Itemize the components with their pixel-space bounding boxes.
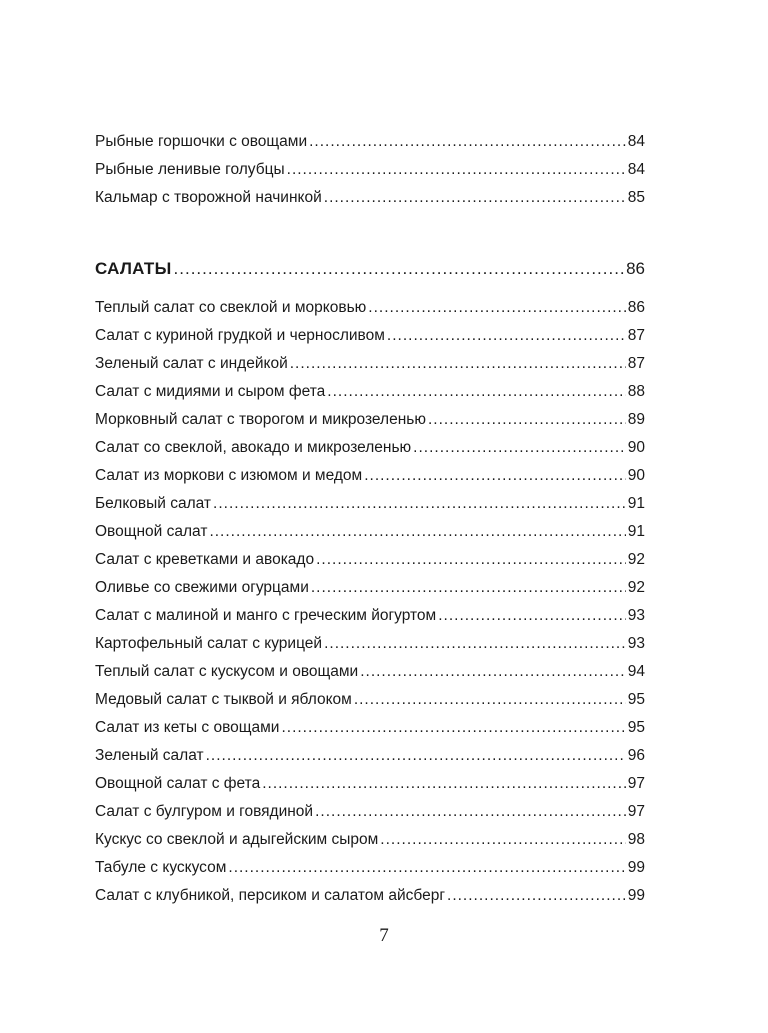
toc-dot-leader [380, 826, 625, 854]
toc-dot-leader [262, 770, 626, 798]
toc-entry-page: 98 [627, 831, 645, 848]
toc-entry-title: Салат со свеклой, авокадо и микрозеленью [95, 439, 412, 456]
toc-dot-leader [364, 462, 626, 490]
toc-entry [95, 798, 645, 826]
toc-entry-page: 95 [627, 719, 645, 736]
toc-entry-title: Салат с мидиями и сыром фета [95, 383, 326, 400]
toc-entry-title: Салат с булгуром и говядиной [95, 803, 314, 820]
toc-dot-leader [428, 406, 626, 434]
toc-entry [95, 574, 645, 602]
toc-dot-leader [287, 156, 626, 184]
toc-dot-leader [309, 128, 626, 156]
toc-entry-title: Рыбные ленивые голубцы [95, 161, 285, 178]
toc-entry-page: 86 [627, 299, 645, 316]
toc-dot-leader [360, 658, 626, 686]
toc-entry [95, 434, 645, 462]
toc-entry-title: Кальмар с творожной начинкой [95, 189, 322, 206]
toc-entry-page: 88 [627, 383, 645, 400]
toc-entry [95, 406, 645, 434]
toc-entry-title: Салат из кеты с овощами [95, 719, 280, 736]
toc-entry [95, 322, 645, 350]
toc-entry [95, 658, 645, 686]
toc-entry-page: 99 [627, 859, 645, 876]
toc-entry-page: 95 [627, 691, 645, 708]
toc-dot-leader [316, 546, 626, 574]
toc-entry-title: Картофельный салат с курицей [95, 635, 323, 652]
toc-entry [95, 350, 645, 378]
toc-salads-list [95, 294, 645, 910]
toc-entry [95, 686, 645, 714]
toc-entry-title: Морковный салат с творогом и микрозеленью [95, 411, 426, 428]
toc-entry-page: 89 [627, 411, 645, 428]
toc-entry-page: 92 [627, 579, 645, 596]
toc-dot-leader [324, 630, 626, 658]
toc-entry [95, 128, 645, 156]
toc-dot-leader [174, 254, 625, 284]
toc-entry-page: 93 [627, 635, 645, 652]
toc-entry-page: 94 [627, 663, 645, 680]
toc-entry-page: 97 [627, 803, 645, 820]
toc-entry [95, 546, 645, 574]
toc-dot-leader [368, 294, 625, 322]
toc-entry-title: Салат с креветками и авокадо [95, 551, 315, 568]
toc-entry-title: Овощной салат с фета [95, 775, 261, 792]
toc-dot-leader [447, 882, 626, 910]
page-number: 7 [379, 925, 389, 946]
toc-entry-page: 99 [627, 887, 645, 904]
toc-entry-page: 96 [627, 747, 645, 764]
toc-entry-page: 91 [627, 495, 645, 512]
toc-entry-title: Салат с куриной грудкой и черносливом [95, 327, 385, 344]
toc-entry-page: 97 [627, 775, 645, 792]
toc-entry [95, 294, 645, 322]
toc-dot-leader [290, 350, 626, 378]
toc-section-heading-row [95, 254, 645, 284]
toc-entry-title: Салат с малиной и манго с греческим йогуртом [95, 607, 437, 624]
toc-entry-page: 84 [627, 161, 645, 178]
toc-entry-title: Рыбные горшочки с овощами [95, 133, 308, 150]
toc-entry [95, 184, 645, 212]
toc-entry-title: Салат из моркови с изюмом и медом [95, 467, 363, 484]
toc-dot-leader [324, 184, 626, 212]
toc-entry-title: Зеленый салат [95, 747, 204, 764]
toc-dot-leader [387, 322, 626, 350]
toc-entry [95, 462, 645, 490]
toc-entry [95, 714, 645, 742]
toc-entry [95, 602, 645, 630]
toc-entry-page: 87 [627, 327, 645, 344]
toc-entry [95, 156, 645, 184]
toc-entry [95, 854, 645, 882]
toc-entry [95, 630, 645, 658]
toc-dot-leader [206, 742, 626, 770]
toc-dot-leader [413, 434, 626, 462]
toc-entry-title: Белковый салат [95, 495, 212, 512]
toc-entry-page: 93 [627, 607, 645, 624]
toc-dot-leader [327, 378, 625, 406]
toc-entry-page: 92 [627, 551, 645, 568]
toc-dot-leader [311, 574, 626, 602]
toc-entry-title: Оливье со свежими огурцами [95, 579, 309, 596]
toc-dot-leader [315, 798, 626, 826]
toc-entry [95, 378, 645, 406]
toc-entry-title: Салат с клубникой, персиком и салатом айсберг [95, 887, 446, 904]
toc-dot-leader [281, 714, 625, 742]
toc-dot-leader [228, 854, 625, 882]
toc-section-page: 86 [626, 259, 645, 278]
toc-entry-title: Зеленый салат с индейкой [95, 355, 288, 372]
toc-entry-title: Теплый салат с кускусом и овощами [95, 663, 359, 680]
toc-entry [95, 770, 645, 798]
toc-entry-page: 91 [627, 523, 645, 540]
toc-entry-title: Теплый салат со свеклой и морковью [95, 299, 367, 316]
toc-section-entry [95, 254, 645, 284]
toc-entry [95, 882, 645, 910]
toc-entry-title: Овощной салат [95, 523, 208, 540]
toc-entry-title: Кускус со свеклой и адыгейским сыром [95, 831, 379, 848]
toc-entry-page: 90 [627, 467, 645, 484]
toc-entry [95, 490, 645, 518]
toc-continued-list [95, 128, 645, 212]
toc-entry [95, 742, 645, 770]
toc-dot-leader [213, 490, 626, 518]
toc-entry-page: 90 [627, 439, 645, 456]
toc-entry-title: Медовый салат с тыквой и яблоком [95, 691, 352, 708]
toc-entry-page: 87 [627, 355, 645, 372]
toc-entry [95, 826, 645, 854]
toc-entry-title: Табуле с кускусом [95, 859, 227, 876]
toc-dot-leader [438, 602, 626, 630]
toc-entry-page: 84 [627, 133, 645, 150]
toc-dot-leader [354, 686, 626, 714]
toc-entry [95, 518, 645, 546]
toc-section-title: САЛАТЫ [95, 259, 172, 278]
toc-dot-leader [209, 518, 625, 546]
toc-entry-page: 85 [627, 189, 645, 206]
